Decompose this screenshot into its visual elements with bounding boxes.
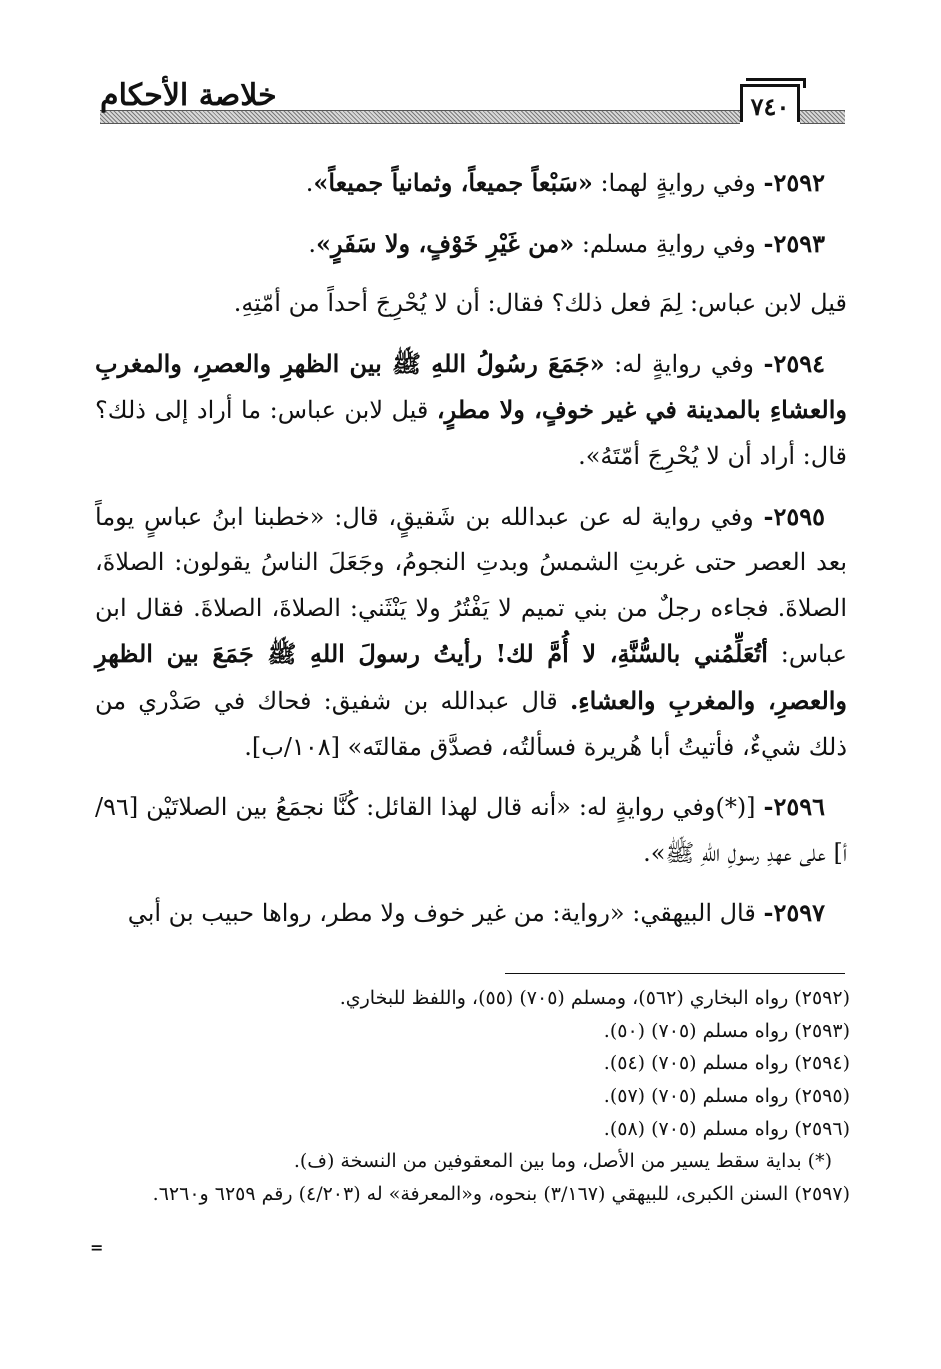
hadith-number: ٢٥٩٦-: [763, 792, 825, 822]
hadith-2592: [95, 160, 847, 207]
footnote-separator: [505, 973, 845, 974]
hadith-quote: «من غَيْرِ خَوْفٍ، ولا سَفَرٍ»: [316, 228, 575, 258]
hadith-text: قال البيهقي: «رواية: من غير خوف ولا مطر، رواها حبيب بن أبي: [127, 899, 764, 928]
running-title: خلاصة الأحكام: [100, 78, 277, 113]
main-text: [95, 160, 847, 951]
footnote: (٢٥٩٦) رواه مسلم (٧٠٥) (٥٨).: [603, 1117, 850, 1140]
hadith-tail: .: [643, 838, 651, 867]
hadith-text: وفي رواية له عن عبدالله بن شَقيقٍ، قال: «خطبنا ابنُ عباسٍ يوماً بعد العصر حتى غربتِ الشمسُ وبدتِ النجومُ، وجَعَلَ الناسُ يقولون: الصلاةَ، الصلاةَ. فجاءه رجلٌ من بني تميم لا يَفْتُرُ ولا يَنْثَني: الصلاةَ، الصلاةَ. فقال ابن عباس:: [95, 502, 848, 669]
footnote: (٢٥٩٧) السنن الكبرى، للبيهقي (٣/١٦٧) بنحوه، و«المعرفة» له (٤/٢٠٣) رقم ٦٢٥٩ و٦٢٦٠.: [152, 1183, 850, 1206]
hadith-text: وفي روايةٍ لهما:: [592, 169, 764, 197]
hadith-number: ٢٥٩٤-: [763, 348, 826, 378]
hadith-text: وفي روايةِ مسلم:: [574, 229, 764, 258]
footnote-note: (*) بداية سقط يسير من الأصل، وما بين المعقوفين من النسخة (ف).: [293, 1150, 832, 1173]
hadith-number: ٢٥٩٢-: [763, 168, 825, 197]
footnotes: [95, 982, 850, 1211]
hadith-quote: «سَبْعاً جميعاً، وثمانياً جميعاً»: [313, 168, 593, 197]
hadith-text: [(*)وفي روايةٍ له: «أنه قال لهذا القائل: كُنَّا نجمَعُ بين الصلاتَيْن [٩٦/أ] على عهدِ رسولِ اللهِ ﷺ»: [95, 793, 847, 867]
hadith-2594: [95, 341, 847, 480]
page-number: ٧٤٠: [740, 84, 800, 122]
continuation-mark: =: [90, 1238, 104, 1257]
hadith-2593: [95, 221, 847, 268]
hadith-2596: [95, 784, 847, 876]
commentary-text: قيل لابن عباس: لِمَ فعل ذلك؟ فقال: أن لا يُحْرِجَ أحداً من أمّتِهِ.: [233, 289, 847, 318]
header-rule-right: [800, 110, 845, 124]
page-header: [100, 70, 845, 130]
footnote: (٢٥٩٢) رواه البخاري (٥٦٢)، ومسلم (٧٠٥) (٥٥)، واللفظ للبخاري.: [339, 987, 850, 1009]
hadith-number: ٢٥٩٣-: [763, 228, 825, 258]
hadith-number: ٢٥٩٥-: [763, 501, 825, 531]
hadith-number: ٢٥٩٧-: [763, 898, 825, 928]
footnote: (٢٥٩٣) رواه مسلم (٧٠٥) (٥٠).: [603, 1019, 850, 1042]
hadith-tail: .: [305, 169, 314, 197]
hadith-text: وفي روايةٍ له:: [604, 349, 764, 378]
hadith-tail: .: [308, 229, 316, 258]
hadith-quote: «جَمَعَ رسُولُ اللهِ ﷺ بين الظهرِ والعصرِ، والمغربِ والعشاءِ بالمدينة في غير خوفٍ، ولا مطرٍ،: [95, 348, 847, 425]
footnote: (٢٥٩٤) رواه مسلم (٧٠٥) (٥٤).: [603, 1052, 850, 1075]
hadith-quote: أتُعَلِّمُني بالسُّنَّةِ، لا أُمَّ لك! رأيتُ رسولَ اللهِ ﷺ جَمَعَ بين الظهرِ والعصرِ، والمغربِ والعشاءِ.: [95, 639, 848, 715]
hadith-tail: قيل لابن عباس: ما أراد إلى ذلك؟ قال: أراد أن لا يُحْرِجَ أمّتَهُ».: [95, 396, 847, 470]
footnote: (٢٥٩٥) رواه مسلم (٧٠٥) (٥٧).: [603, 1085, 850, 1108]
hadith-2595: [95, 494, 847, 771]
hadith-tail: قال عبدالله بن شفيق: فحاك في صَدْري من ذلك شيءٌ، فأتيتُ أبا هُريرة فسألتُه، فصدَّق مقالتَه» [١٠٨/ب].: [95, 686, 847, 761]
commentary-line: [95, 281, 847, 327]
hadith-2597: [95, 890, 847, 937]
